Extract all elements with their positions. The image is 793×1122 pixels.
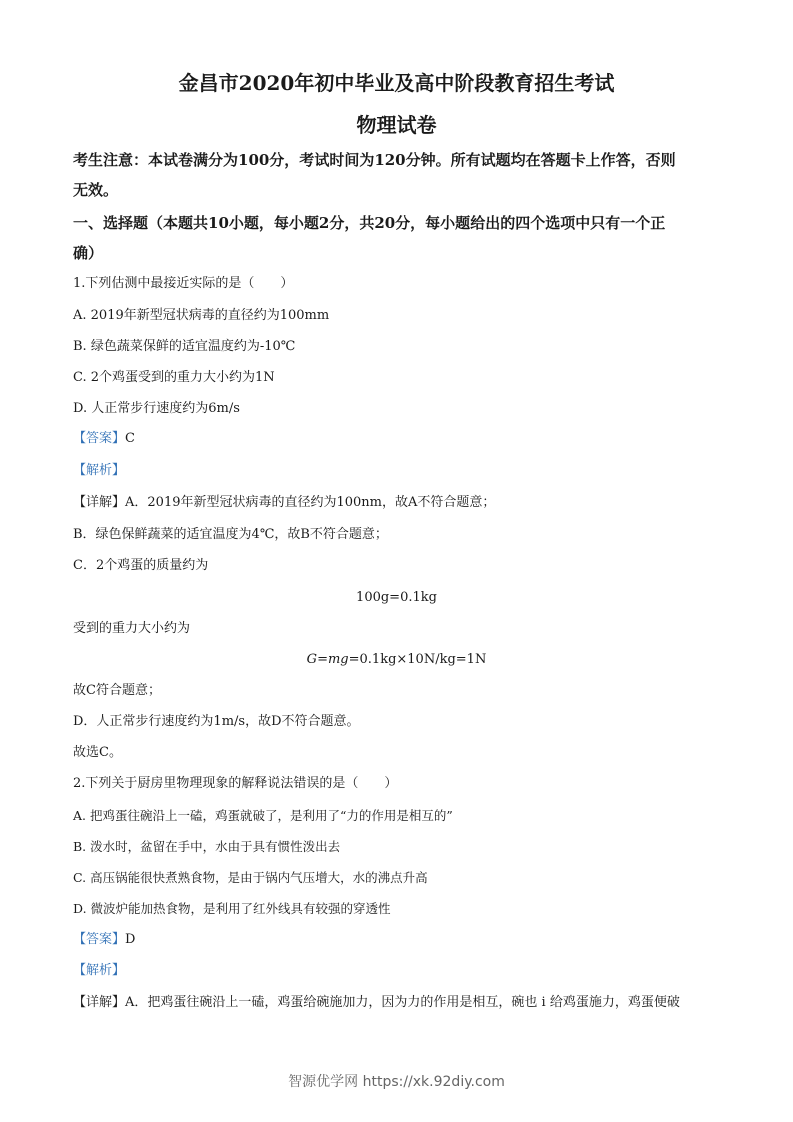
formula-g-symbol: G: [306, 652, 318, 667]
q2-stem: 2.下列关于厨房里物理现象的解释说法错误的是（ ）: [73, 776, 398, 791]
q1-detail-a-row: [73, 494, 495, 512]
q1-formula-mass: 100g=0.1kg: [356, 590, 437, 605]
formula-mg-symbol: mg: [327, 652, 349, 667]
q1-detail-b: B．绿色保鲜蔬菜的适宜温度为4℃，故B不符合题意；: [73, 527, 388, 542]
q1-detail-d: D．人正常步行速度约为1m/s，故D不符合题意。: [73, 714, 360, 729]
q2-answer-value: D: [125, 932, 136, 947]
exam-title: 金昌市2020年初中毕业及高中阶段教育招生考试: [178, 71, 615, 95]
q2-detail-a: A．把鸡蛋往碗沿上一磕，鸡蛋给碗施加力，因为力的作用是相互，碗也 i 给鸡蛋施力，鸡蛋便破: [125, 995, 680, 1010]
q1-choose: 故选C。: [73, 745, 122, 760]
q2-option-a: A. 把鸡蛋往碗沿上一磕，鸡蛋就破了，是利用了“力的作用是相互的”: [73, 808, 453, 823]
q1-analysis-tag: 【解析】: [73, 463, 126, 478]
section-heading-line-2: 确）: [73, 244, 104, 262]
q1-detail-tag: 【详解】: [73, 495, 126, 510]
formula-equals: =: [317, 652, 328, 667]
footer-watermark: 智源优学网 https://xk.92diy.com: [288, 1074, 505, 1090]
q2-option-c: C. 高压锅能很快煮熟食物，是由于锅内气压增大，水的沸点升高: [73, 870, 428, 885]
q2-option-d: D. 微波炉能加热食物，是利用了红外线具有较强的穿透性: [73, 901, 391, 916]
q2-answer-row: [73, 931, 135, 949]
q1-answer-value: C: [125, 431, 135, 446]
q1-formula-gravity: [0, 651, 793, 669]
q1-answer-row: [73, 430, 135, 448]
q2-analysis-tag: 【解析】: [73, 963, 126, 978]
q2-option-b: B. 泼水时，盆留在手中，水由于具有惯性泼出去: [73, 839, 341, 854]
exam-subtitle: 物理试卷: [356, 113, 437, 137]
section-heading-line-1: 一、选择题（本题共10小题，每小题2分，共20分，每小题给出的四个选项中只有一个正: [73, 214, 666, 232]
formula-rest: =0.1kg×10N/kg=1N: [348, 652, 487, 667]
q1-detail-c: C．2个鸡蛋的质量约为: [73, 558, 209, 573]
notice-line-1: 考生注意：本试卷满分为100分，考试时间为120分钟。所有试题均在答题卡上作答，否则: [73, 151, 676, 169]
q1-detail-a: A．2019年新型冠状病毒的直径约为100nm，故A不符合题意；: [125, 495, 496, 510]
q1-c-conclusion: 故C符合题意；: [73, 683, 161, 698]
q1-option-d: D. 人正常步行速度约为6m/s: [73, 401, 240, 416]
q1-answer-tag: 【答案】: [73, 431, 126, 446]
q2-answer-tag: 【答案】: [73, 932, 126, 947]
q1-option-a: A. 2019年新型冠状病毒的直径约为100mm: [73, 308, 330, 323]
notice-line-2: 无效。: [73, 181, 119, 199]
q1-stem: 1.下列估测中最接近实际的是（ ）: [73, 276, 294, 291]
q1-gravity-text: 受到的重力大小约为: [73, 621, 191, 636]
q1-option-c: C. 2个鸡蛋受到的重力大小约为1N: [73, 370, 275, 385]
q1-option-b: B. 绿色蔬菜保鲜的适宜温度约为-10℃: [73, 339, 296, 354]
q2-detail-tag: 【详解】: [73, 995, 126, 1010]
q2-detail-a-row: [73, 994, 680, 1012]
